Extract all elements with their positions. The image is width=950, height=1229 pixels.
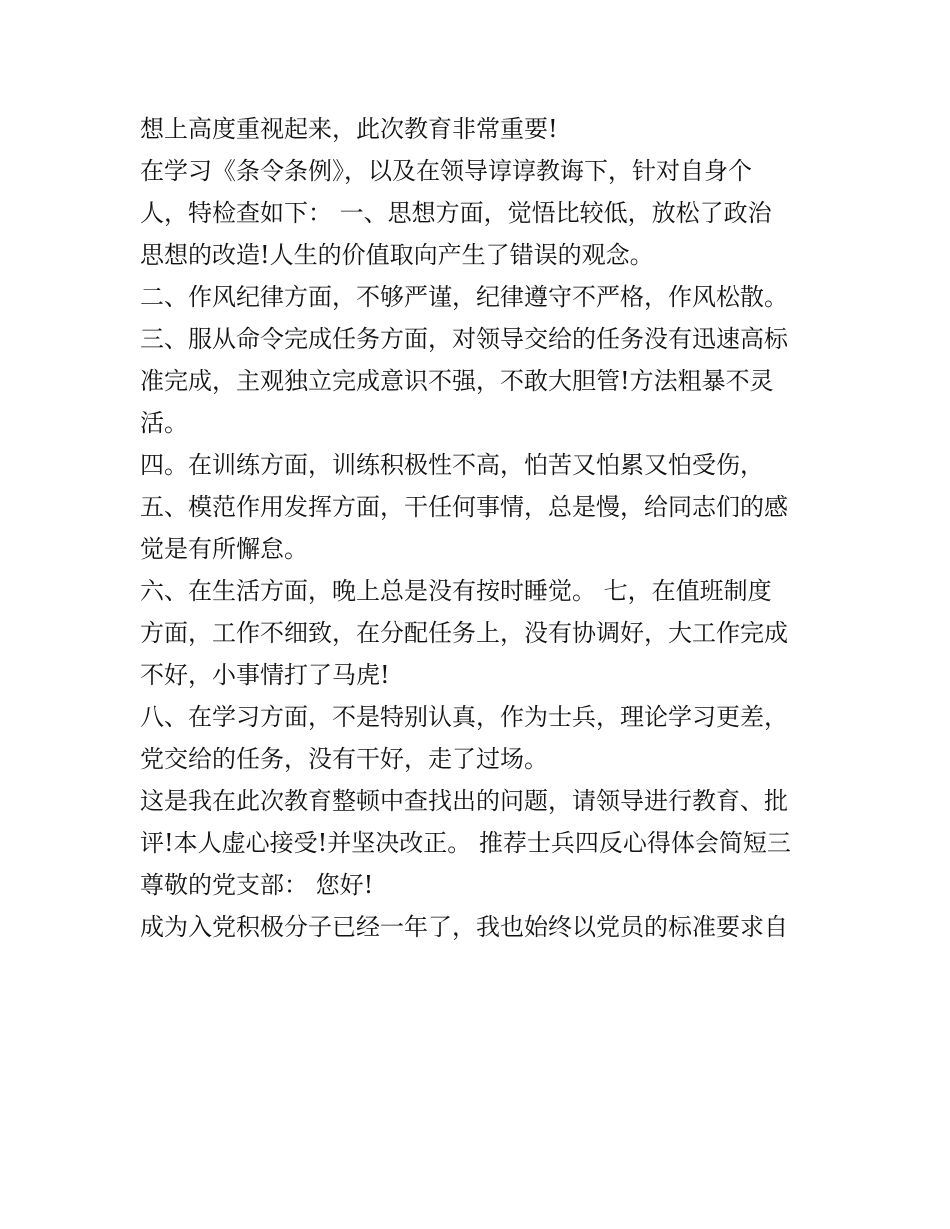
text-line: 六、在生活方面，晚上总是没有按时睡觉。 七，在值班制度 [140, 577, 772, 605]
text-line: 思想的改造!人生的价值取向产生了错误的观念。 [140, 241, 654, 269]
text-line: 二、作风纪律方面，不够严谨，纪律遵守不严格，作风松散。 [140, 283, 788, 311]
text-line: 不好，小事情打了马虎! [140, 661, 390, 689]
text-line: 觉是有所懈怠。 [140, 535, 308, 563]
text-line: 评!本人虚心接受!并坚决改正。 推荐士兵四反心得体会简短三 [140, 829, 791, 857]
text-line: 成为入党积极分子已经一年了，我也始终以党员的标准要求自 [140, 913, 788, 941]
text-line: 党交给的任务，没有干好，走了过场。 [140, 745, 548, 773]
text-line: 三、服从命令完成任务方面，对领导交给的任务没有迅速高标 [140, 325, 788, 353]
text-line: 这是我在此次教育整顿中查找出的问题，请领导进行教育、批 [140, 787, 788, 815]
text-line: 准完成，主观独立完成意识不强，不敢大胆管!方法粗暴不灵 [140, 367, 774, 395]
text-line: 四。在训练方面，训练积极性不高，怕苦又怕累又怕受伤， [140, 451, 764, 479]
text-line: 活。 [140, 409, 188, 437]
text-line: 五、模范作用发挥方面，干任何事情，总是慢，给同志们的感 [140, 493, 788, 521]
text-line: 想上高度重视起来，此次教育非常重要! [140, 115, 558, 143]
text-line: 方面，工作不细致，在分配任务上，没有协调好，大工作完成 [140, 619, 788, 647]
text-line: 人，特检查如下： 一、思想方面，觉悟比较低，放松了政治 [140, 199, 772, 227]
document-body [140, 108, 820, 948]
text-line: 八、在学习方面，不是特别认真，作为士兵，理论学习更差， [140, 703, 788, 731]
text-line: 在学习《条令条例》，以及在领导谆谆教诲下，针对自身个 [140, 157, 752, 185]
text-line: 尊敬的党支部： 您好! [140, 871, 374, 899]
